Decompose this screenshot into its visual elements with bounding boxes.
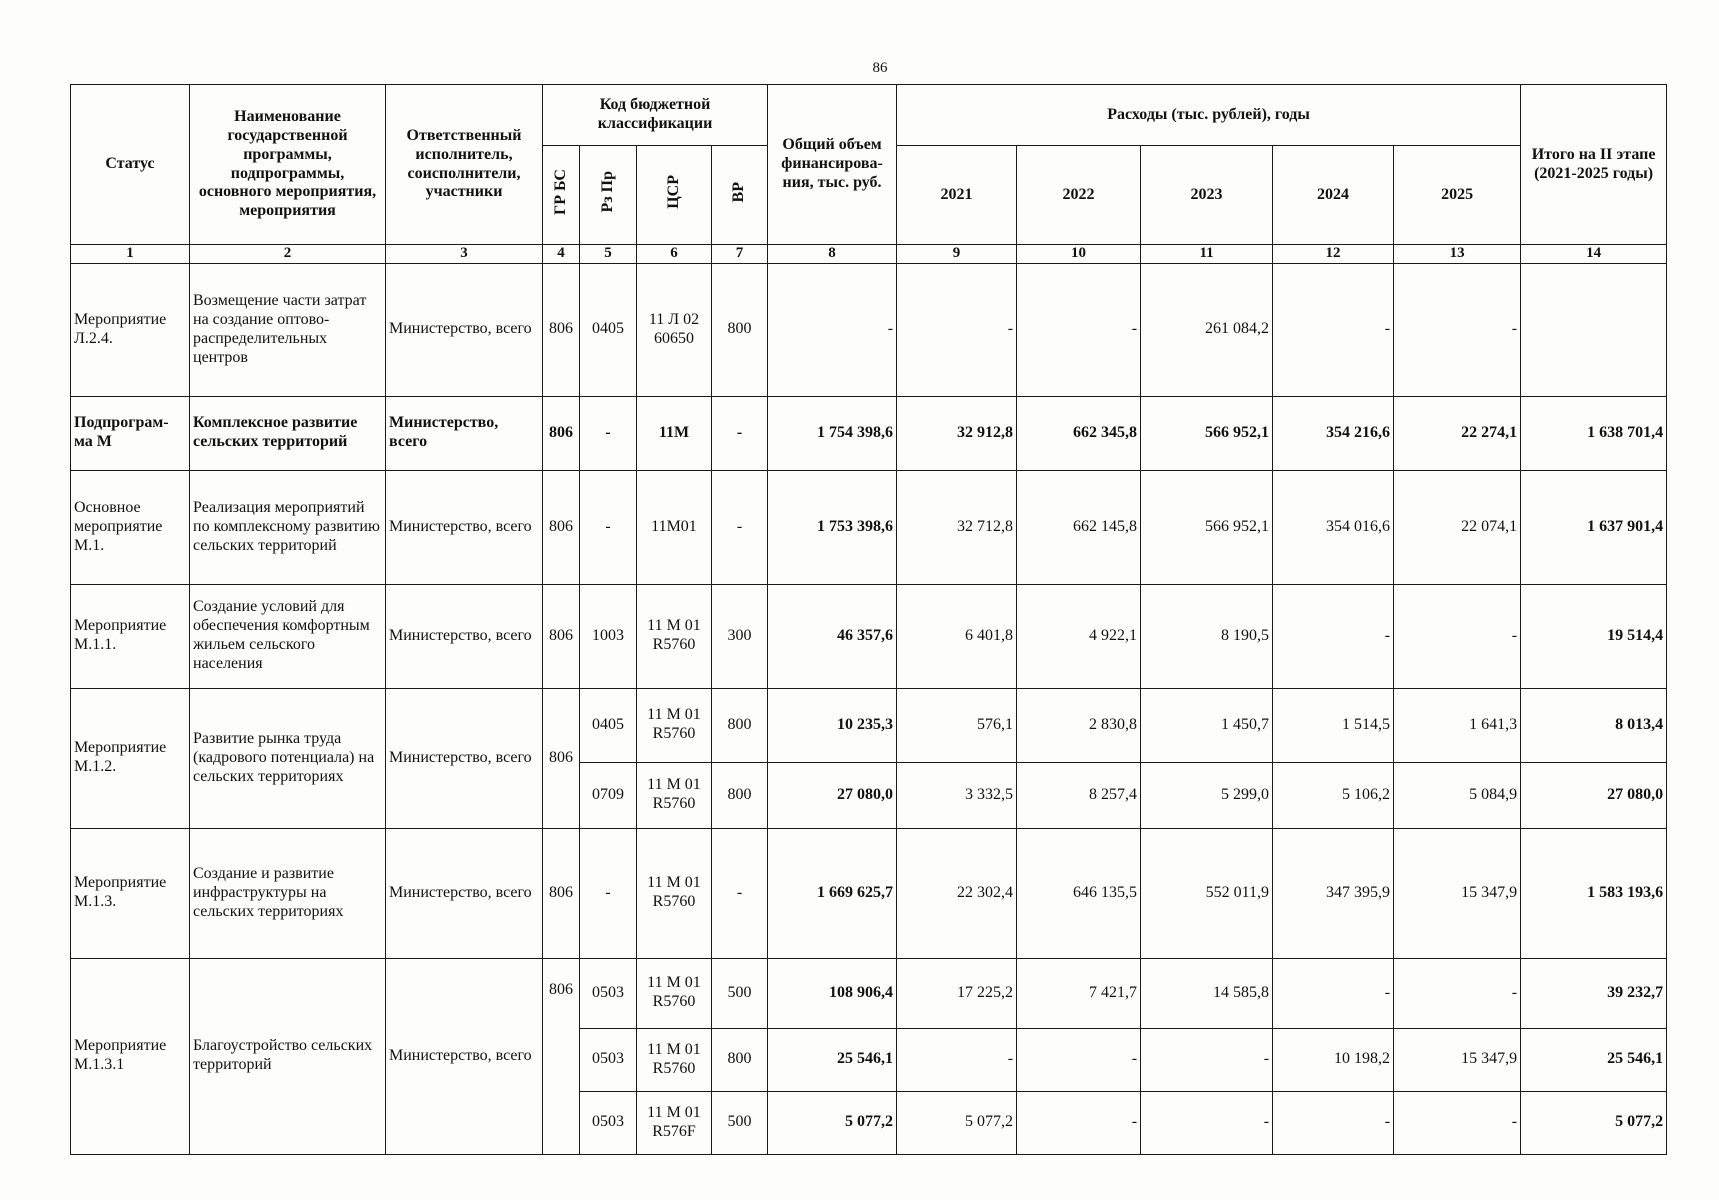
row-2022: 4 922,1: [1017, 584, 1141, 688]
row-2024: 347 395,9: [1273, 828, 1394, 958]
column-number: 13: [1394, 245, 1521, 264]
row-2024: 10 198,2: [1273, 1028, 1394, 1091]
row-total: 27 080,0: [768, 762, 897, 828]
column-number: 10: [1017, 245, 1141, 264]
row-2021: 32 912,8: [897, 396, 1017, 470]
row-executor: Министерство, всего: [386, 396, 543, 470]
row-stage-total: [1521, 263, 1667, 396]
row-csr: 11 Л 02 60650: [637, 263, 712, 396]
row-2023: 552 011,9: [1141, 828, 1273, 958]
row-2021: 32 712,8: [897, 470, 1017, 584]
column-number: 14: [1521, 245, 1667, 264]
row-stage-total: 25 546,1: [1521, 1028, 1667, 1091]
row-executor: Министерство, всего: [386, 584, 543, 688]
row-2022: 7 421,7: [1017, 958, 1141, 1028]
row-vr: 300: [712, 584, 768, 688]
row-status: Подпрограм-ма М: [71, 396, 190, 470]
row-rzpr: -: [580, 470, 637, 584]
row-status: Мероприятие Л.2.4.: [71, 263, 190, 396]
header-total: Общий объем финансирова-ния, тыс. руб.: [768, 85, 897, 245]
row-2022: 662 345,8: [1017, 396, 1141, 470]
row-2023: -: [1141, 1028, 1273, 1091]
row-status: Мероприятие М.1.3.: [71, 828, 190, 958]
header-executor: Ответственный исполнитель, соисполнители, участники: [386, 85, 543, 245]
table-row: [71, 958, 1667, 1028]
row-2023: 8 190,5: [1141, 584, 1273, 688]
row-total: 1 669 625,7: [768, 828, 897, 958]
row-2022: -: [1017, 1091, 1141, 1154]
column-number: 1: [71, 245, 190, 264]
row-2023: 566 952,1: [1141, 396, 1273, 470]
budget-table: [70, 84, 1667, 1155]
row-2025: -: [1394, 263, 1521, 396]
row-vr: -: [712, 828, 768, 958]
row-stage-total: 27 080,0: [1521, 762, 1667, 828]
row-2024: -: [1273, 263, 1394, 396]
header-year-2025: 2025: [1394, 146, 1521, 245]
row-vr: 800: [712, 1028, 768, 1091]
table-row: [71, 263, 1667, 396]
row-csr: 11 М 01 R5760: [637, 958, 712, 1028]
row-total: 25 546,1: [768, 1028, 897, 1091]
row-stage-total: 19 514,4: [1521, 584, 1667, 688]
table-row: [71, 584, 1667, 688]
row-vr: 500: [712, 1091, 768, 1154]
header-budget-code: Код бюджетной классификации: [543, 85, 768, 146]
row-2021: -: [897, 1028, 1017, 1091]
column-number: 12: [1273, 245, 1394, 264]
row-rzpr: 0405: [580, 263, 637, 396]
row-2022: 662 145,8: [1017, 470, 1141, 584]
row-status: Мероприятие М.1.3.1: [71, 958, 190, 1154]
row-2021: 5 077,2: [897, 1091, 1017, 1154]
row-executor: Министерство, всего: [386, 828, 543, 958]
row-2021: 3 332,5: [897, 762, 1017, 828]
row-2022: -: [1017, 263, 1141, 396]
row-vr: -: [712, 396, 768, 470]
row-grbs: 806: [543, 688, 580, 828]
row-executor: Министерство, всего: [386, 958, 543, 1154]
column-number: 5: [580, 245, 637, 264]
row-2024: -: [1273, 1091, 1394, 1154]
row-2025: 1 641,3: [1394, 688, 1521, 762]
row-total: 46 357,6: [768, 584, 897, 688]
row-2023: 14 585,8: [1141, 958, 1273, 1028]
row-rzpr: -: [580, 396, 637, 470]
row-stage-total: 39 232,7: [1521, 958, 1667, 1028]
table-row: [71, 396, 1667, 470]
header-stage-total: Итого на II этапе (2021-2025 годы): [1521, 85, 1667, 245]
column-number: 2: [190, 245, 386, 264]
row-2025: 5 084,9: [1394, 762, 1521, 828]
row-grbs: 806: [543, 263, 580, 396]
row-csr: 11М01: [637, 470, 712, 584]
row-csr: 11М: [637, 396, 712, 470]
row-csr: 11 М 01 R576F: [637, 1091, 712, 1154]
row-vr: 800: [712, 688, 768, 762]
row-2025: 22 074,1: [1394, 470, 1521, 584]
row-2025: 15 347,9: [1394, 1028, 1521, 1091]
row-stage-total: 1 638 701,4: [1521, 396, 1667, 470]
row-rzpr: 0709: [580, 762, 637, 828]
row-2021: 576,1: [897, 688, 1017, 762]
row-2024: -: [1273, 958, 1394, 1028]
row-csr: 11 М 01 R5760: [637, 762, 712, 828]
row-2025: -: [1394, 1091, 1521, 1154]
row-2023: 1 450,7: [1141, 688, 1273, 762]
header-status: Статус: [71, 85, 190, 245]
column-number: 6: [637, 245, 712, 264]
row-2021: 6 401,8: [897, 584, 1017, 688]
row-name: Создание условий для обеспечения комфортным жильем сельского населения: [190, 584, 386, 688]
row-2023: 5 299,0: [1141, 762, 1273, 828]
header-year-2022: 2022: [1017, 146, 1141, 245]
column-number: 3: [386, 245, 543, 264]
header-expenses: Расходы (тыс. рублей), годы: [897, 85, 1521, 146]
row-vr: 800: [712, 263, 768, 396]
column-number: 7: [712, 245, 768, 264]
row-grbs: 806: [543, 584, 580, 688]
header-csr: ЦСР: [637, 146, 712, 245]
row-vr: 800: [712, 762, 768, 828]
row-rzpr: 0405: [580, 688, 637, 762]
row-stage-total: 1 637 901,4: [1521, 470, 1667, 584]
row-status: Мероприятие М.1.1.: [71, 584, 190, 688]
column-number: 11: [1141, 245, 1273, 264]
header-name: Наименование государственной программы, подпрограммы, основного мероприятия, мероприятия: [190, 85, 386, 245]
row-2025: -: [1394, 958, 1521, 1028]
row-rzpr: 0503: [580, 1091, 637, 1154]
row-name: Развитие рынка труда (кадрового потенциала) на сельских территориях: [190, 688, 386, 828]
row-2025: 22 274,1: [1394, 396, 1521, 470]
row-2023: 566 952,1: [1141, 470, 1273, 584]
row-rzpr: -: [580, 828, 637, 958]
row-status: Основное мероприятие М.1.: [71, 470, 190, 584]
row-name: Создание и развитие инфраструктуры на сельских территориях: [190, 828, 386, 958]
page-number: 86: [872, 60, 888, 76]
row-total: 5 077,2: [768, 1091, 897, 1154]
row-2021: -: [897, 263, 1017, 396]
row-2022: 646 135,5: [1017, 828, 1141, 958]
row-2024: -: [1273, 584, 1394, 688]
column-number: 4: [543, 245, 580, 264]
row-2024: 1 514,5: [1273, 688, 1394, 762]
header-year-2024: 2024: [1273, 146, 1394, 245]
header-year-2023: 2023: [1141, 146, 1273, 245]
row-stage-total: 5 077,2: [1521, 1091, 1667, 1154]
column-number: 8: [768, 245, 897, 264]
row-csr: 11 М 01 R5760: [637, 688, 712, 762]
column-number-row: [71, 245, 1667, 264]
header-year-2021: 2021: [897, 146, 1017, 245]
row-total: 1 754 398,6: [768, 396, 897, 470]
row-2024: 354 216,6: [1273, 396, 1394, 470]
row-vr: 500: [712, 958, 768, 1028]
row-csr: 11 М 01 R5760: [637, 584, 712, 688]
row-2021: 22 302,4: [897, 828, 1017, 958]
row-total: 10 235,3: [768, 688, 897, 762]
row-vr: -: [712, 470, 768, 584]
row-2024: 354 016,6: [1273, 470, 1394, 584]
row-executor: Министерство, всего: [386, 470, 543, 584]
row-executor: Министерство, всего: [386, 263, 543, 396]
row-2023: 261 084,2: [1141, 263, 1273, 396]
row-total: -: [768, 263, 897, 396]
row-2025: -: [1394, 584, 1521, 688]
row-2025: 15 347,9: [1394, 828, 1521, 958]
row-2022: -: [1017, 1028, 1141, 1091]
row-total: 1 753 398,6: [768, 470, 897, 584]
header-rzpr: Рз Пр: [580, 146, 637, 245]
row-name: Благоустройство сельских территорий: [190, 958, 386, 1154]
row-2022: 8 257,4: [1017, 762, 1141, 828]
row-stage-total: 8 013,4: [1521, 688, 1667, 762]
row-csr: 11 М 01 R5760: [637, 828, 712, 958]
row-stage-total: 1 583 193,6: [1521, 828, 1667, 958]
row-name: Возмещение части затрат на создание оптово-распределительных центров: [190, 263, 386, 396]
row-2021: 17 225,2: [897, 958, 1017, 1028]
row-grbs: 806: [543, 828, 580, 958]
header-vr: ВР: [712, 146, 768, 245]
row-executor: Министерство, всего: [386, 688, 543, 828]
row-csr: 11 М 01 R5760: [637, 1028, 712, 1091]
row-status: Мероприятие М.1.2.: [71, 688, 190, 828]
row-grbs: 806: [543, 470, 580, 584]
header-grbs: ГР БС: [543, 146, 580, 245]
column-number: 9: [897, 245, 1017, 264]
row-total: 108 906,4: [768, 958, 897, 1028]
row-grbs: 806: [543, 958, 580, 1154]
row-2023: -: [1141, 1091, 1273, 1154]
row-rzpr: 0503: [580, 1028, 637, 1091]
table-row: [71, 828, 1667, 958]
table-row: [71, 688, 1667, 762]
row-rzpr: 0503: [580, 958, 637, 1028]
row-2024: 5 106,2: [1273, 762, 1394, 828]
table-row: [71, 470, 1667, 584]
row-rzpr: 1003: [580, 584, 637, 688]
row-grbs: 806: [543, 396, 580, 470]
row-name: Реализация мероприятий по комплексному развитию сельских территорий: [190, 470, 386, 584]
row-2022: 2 830,8: [1017, 688, 1141, 762]
row-name: Комплексное развитие сельских территорий: [190, 396, 386, 470]
